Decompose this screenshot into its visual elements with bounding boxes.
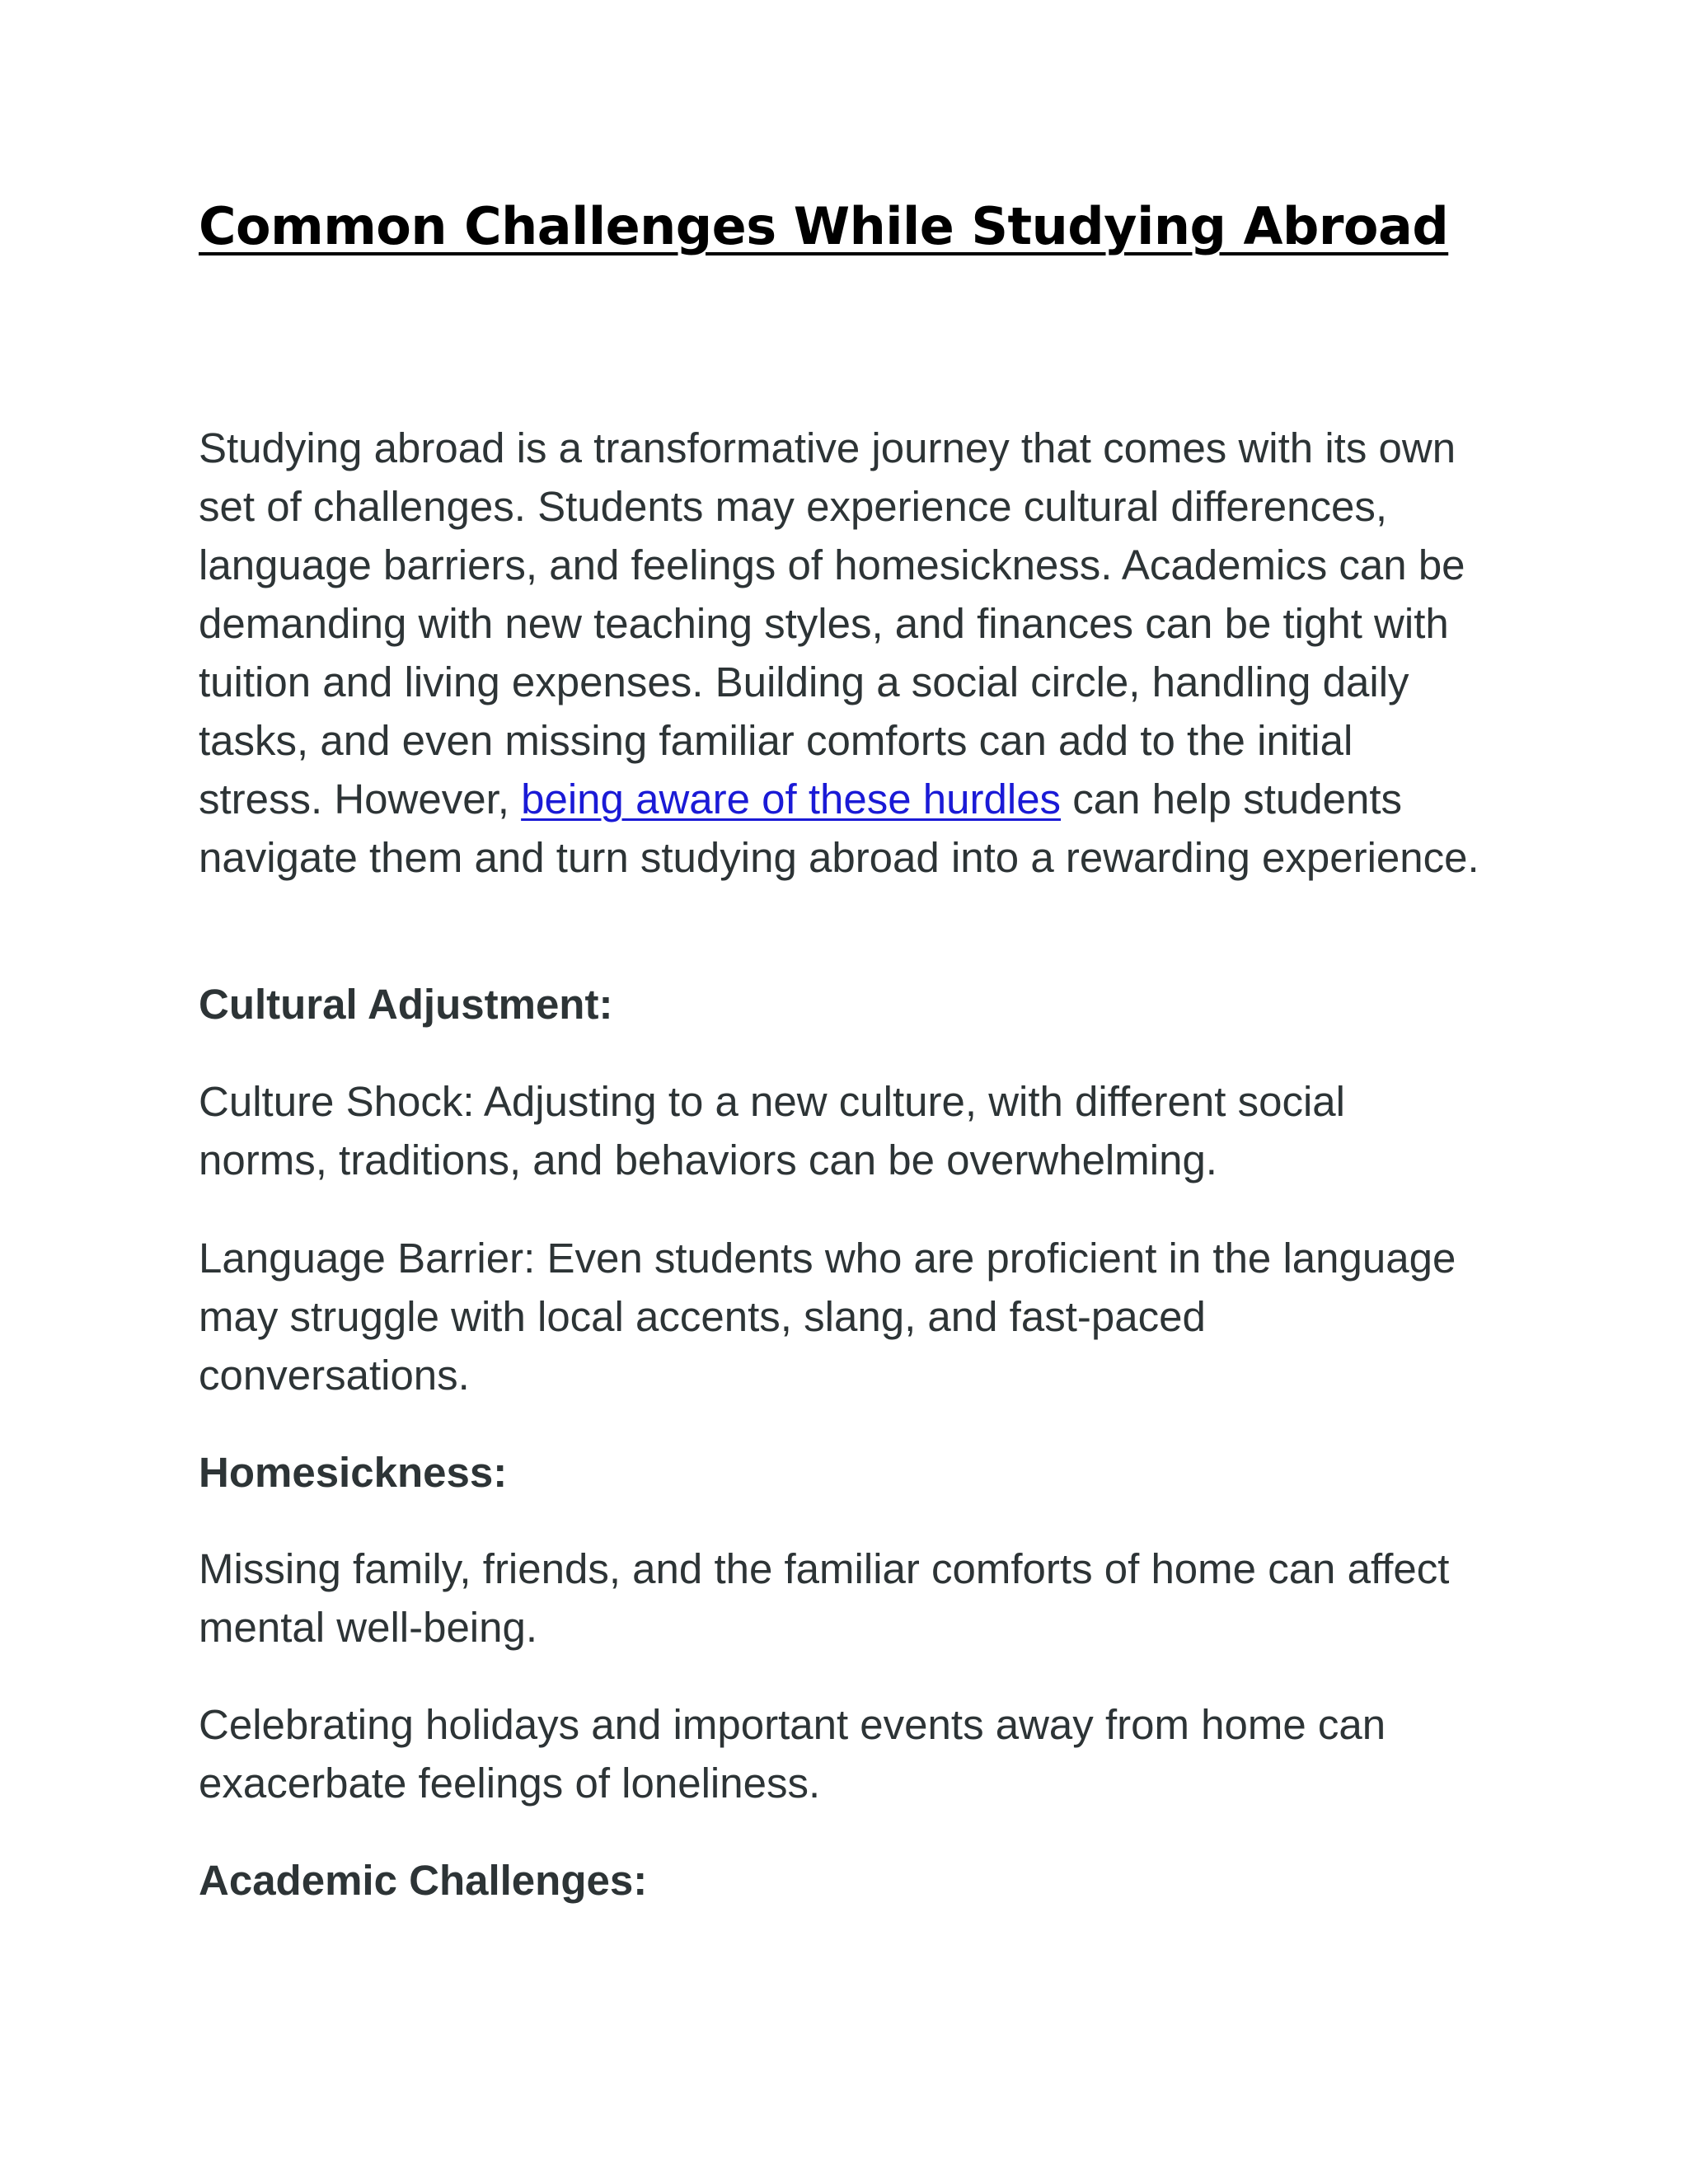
intro-text-after-link: can help students navigate them and turn studying abroad into a rewarding experience. bbox=[199, 776, 1479, 881]
hurdles-link[interactable]: being aware of these hurdles bbox=[521, 776, 1062, 823]
section-heading-homesickness: Homesickness: bbox=[199, 1449, 508, 1496]
document-content bbox=[199, 196, 1484, 1904]
paragraph-missing-family: Missing family, friends, and the familiar comforts of home can affect mental well-being. bbox=[199, 1545, 1450, 1651]
paragraph-culture-shock: Culture Shock: Adjusting to a new culture, with different social norms, traditions, and behaviors can be overwhelming. bbox=[199, 1078, 1345, 1183]
paragraph-celebrating-holidays: Celebrating holidays and important events away from home can exacerbate feelings of loneliness. bbox=[199, 1701, 1386, 1807]
intro-text-before-link: Studying abroad is a transformative journey that comes with its own set of challenges. Students may experience cultural differences, language barriers, and feelings of homesickness. Academics can be demanding with new teaching styles, and finances can be tight with tuition and living expenses. Building a social circle, handling daily tasks, and even missing familiar comforts can add to the initial stress. However, bbox=[199, 424, 1465, 823]
page-title: Common Challenges While Studying Abroad bbox=[199, 196, 1449, 256]
paragraph-language-barrier: Language Barrier: Even students who are proficient in the language may struggle with local accents, slang, and fast-paced conversations. bbox=[199, 1235, 1456, 1399]
intro-paragraph bbox=[199, 419, 1484, 887]
section-heading-academic-challenges: Academic Challenges: bbox=[199, 1857, 648, 1904]
section-heading-cultural-adjustment: Cultural Adjustment: bbox=[199, 981, 613, 1028]
